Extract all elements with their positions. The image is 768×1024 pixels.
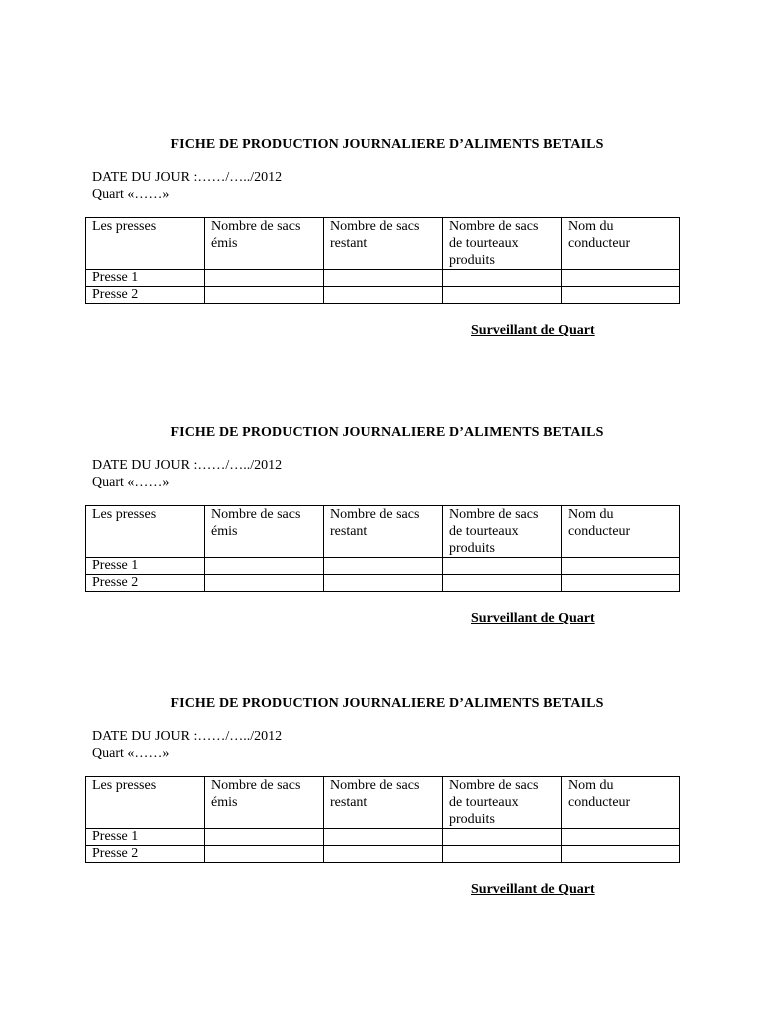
header-cell-presses: Les presses (86, 777, 205, 829)
cake-bags-cell[interactable] (443, 558, 562, 575)
production-table (85, 217, 680, 304)
header-cell-driver-name: Nom du conducteur (562, 218, 680, 270)
bags-remaining-cell[interactable] (324, 846, 443, 863)
table-row (86, 829, 680, 846)
date-line: DATE DU JOUR :……/…../2012 (92, 170, 283, 185)
header-cell-bags-issued: Nombre de sacs émis (205, 777, 324, 829)
sheet-title: FICHE DE PRODUCTION JOURNALIERE D’ALIMENTS BETAILS (170, 137, 604, 152)
header-cell-presses: Les presses (86, 506, 205, 558)
header-cell-bags-issued: Nombre de sacs émis (205, 506, 324, 558)
header-cell-presses: Les presses (86, 218, 205, 270)
table-row (86, 270, 680, 287)
date-line: DATE DU JOUR :……/…../2012 (92, 729, 283, 744)
bags-issued-cell[interactable] (205, 846, 324, 863)
bags-issued-cell[interactable] (205, 575, 324, 592)
bags-remaining-cell[interactable] (324, 575, 443, 592)
supervisor-signature-label: Surveillant de Quart (471, 323, 595, 338)
bags-issued-cell[interactable] (205, 558, 324, 575)
driver-name-cell[interactable] (562, 829, 680, 846)
bags-remaining-cell[interactable] (324, 558, 443, 575)
cake-bags-cell[interactable] (443, 829, 562, 846)
header-cell-bags-remaining: Nombre de sacs restant (324, 218, 443, 270)
header-cell-driver-name: Nom du conducteur (562, 506, 680, 558)
driver-name-cell[interactable] (562, 270, 680, 287)
shift-line: Quart «……» (92, 475, 170, 490)
supervisor-signature-label: Surveillant de Quart (471, 611, 595, 626)
table-header-row (86, 777, 680, 829)
header-cell-driver-name: Nom du conducteur (562, 777, 680, 829)
table-row (86, 287, 680, 304)
driver-name-cell[interactable] (562, 558, 680, 575)
bags-remaining-cell[interactable] (324, 287, 443, 304)
bags-remaining-cell[interactable] (324, 829, 443, 846)
cake-bags-cell[interactable] (443, 846, 562, 863)
cake-bags-cell[interactable] (443, 575, 562, 592)
row-label-cell: Presse 1 (86, 270, 205, 287)
production-table (85, 776, 680, 863)
shift-line: Quart «……» (92, 746, 170, 761)
driver-name-cell[interactable] (562, 575, 680, 592)
row-label-cell: Presse 2 (86, 287, 205, 304)
date-line: DATE DU JOUR :……/…../2012 (92, 458, 283, 473)
driver-name-cell[interactable] (562, 287, 680, 304)
production-table (85, 505, 680, 592)
bags-issued-cell[interactable] (205, 829, 324, 846)
table-header-row (86, 506, 680, 558)
table-header-row (86, 218, 680, 270)
supervisor-signature-label: Surveillant de Quart (471, 882, 595, 897)
cake-bags-cell[interactable] (443, 287, 562, 304)
cake-bags-cell[interactable] (443, 270, 562, 287)
table-row (86, 846, 680, 863)
header-cell-cake-bags-produced: Nombre de sacs de tourteaux produits (443, 218, 562, 270)
header-cell-cake-bags-produced: Nombre de sacs de tourteaux produits (443, 777, 562, 829)
row-label-cell: Presse 1 (86, 558, 205, 575)
row-label-cell: Presse 1 (86, 829, 205, 846)
shift-line: Quart «……» (92, 187, 170, 202)
sheet-title: FICHE DE PRODUCTION JOURNALIERE D’ALIMENTS BETAILS (170, 425, 604, 440)
header-cell-cake-bags-produced: Nombre de sacs de tourteaux produits (443, 506, 562, 558)
bags-remaining-cell[interactable] (324, 270, 443, 287)
header-cell-bags-issued: Nombre de sacs émis (205, 218, 324, 270)
table-row (86, 575, 680, 592)
bags-issued-cell[interactable] (205, 287, 324, 304)
sheet-title: FICHE DE PRODUCTION JOURNALIERE D’ALIMENTS BETAILS (170, 696, 604, 711)
row-label-cell: Presse 2 (86, 846, 205, 863)
row-label-cell: Presse 2 (86, 575, 205, 592)
header-cell-bags-remaining: Nombre de sacs restant (324, 777, 443, 829)
header-cell-bags-remaining: Nombre de sacs restant (324, 506, 443, 558)
table-row (86, 558, 680, 575)
bags-issued-cell[interactable] (205, 270, 324, 287)
driver-name-cell[interactable] (562, 846, 680, 863)
